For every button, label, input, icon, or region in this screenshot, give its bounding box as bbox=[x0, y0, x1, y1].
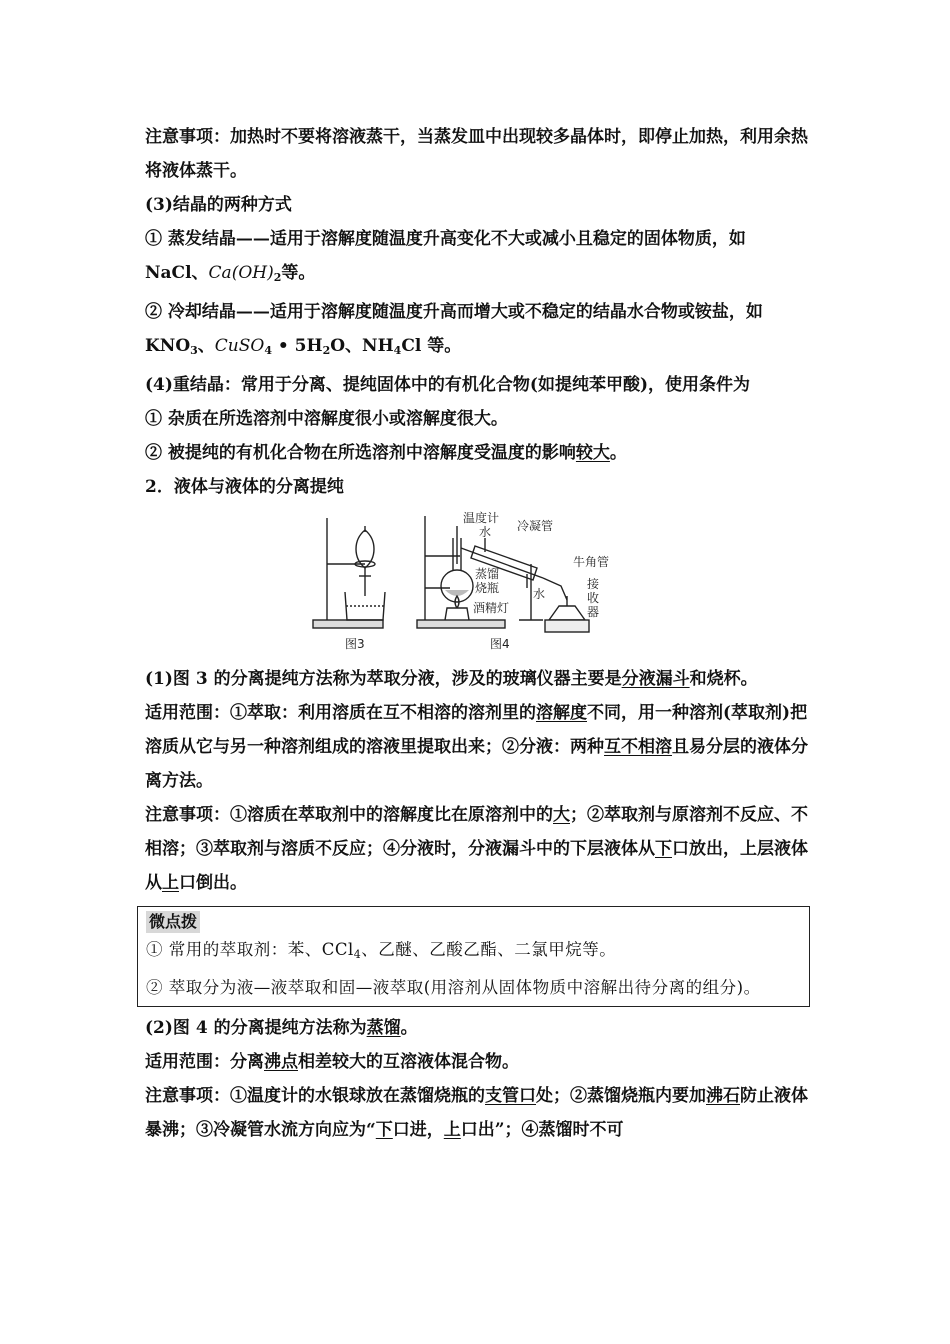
condenser-label: 冷凝管 bbox=[517, 519, 554, 533]
heading-recrystallization: (4)重结晶：常用于分离、提纯固体中的有机化合物(如提纯苯甲酸)，使用条件为 bbox=[145, 375, 751, 395]
receiver-label-1: 接 bbox=[587, 577, 600, 591]
tip-box bbox=[137, 906, 810, 1007]
distillation-scope: 适用范围：分离沸点相差较大的互溶液体混合物。 bbox=[145, 1052, 519, 1072]
thermometer-label: 温度计 bbox=[463, 511, 500, 525]
document-page bbox=[145, 120, 810, 1147]
apparatus-figure bbox=[145, 508, 810, 658]
recrystallization-condition-1: ① 杂质在所选溶剂中溶解度很小或溶解度很大。 bbox=[145, 409, 508, 429]
adapter-label: 牛角管 bbox=[573, 555, 610, 569]
water-out-label: 水 bbox=[533, 587, 546, 601]
receiver-label-3: 器 bbox=[587, 605, 600, 619]
cooling-crystallization: ② 冷却结晶——适用于溶解度随温度升高而增大或不稳定的结晶水合物或铵盐，如 $KNO_3$、CuSO$_4$ • $5H_2O$、$NH_4Cl$ 等。 bbox=[145, 302, 763, 357]
stand-base-3 bbox=[313, 620, 383, 628]
water-in-label: 水 bbox=[479, 525, 492, 539]
adapter bbox=[543, 578, 567, 600]
alcohol-lamp bbox=[445, 608, 469, 620]
fig3-label: 图3 bbox=[345, 637, 365, 651]
evaporation-note: 注意事项：加热时不要将溶液蒸干，当蒸发皿中出现较多晶体时，即停止加热，利用余热将液体蒸干。 bbox=[145, 127, 808, 181]
receiver-flask bbox=[549, 606, 585, 620]
stand-base-4 bbox=[417, 620, 505, 628]
receiver-label-2: 收 bbox=[587, 591, 600, 605]
heading-crystallization: (3)结晶的两种方式 bbox=[145, 195, 292, 215]
evaporative-crystallization: ① 蒸发结晶——适用于溶解度随温度升高变化不大或减小且稳定的固体物质，如 NaCl、$Ca(OH)_2$等。 bbox=[145, 229, 746, 284]
receiver-stand bbox=[545, 620, 589, 632]
recrystallization-condition-2: ② 被提纯的有机化合物在所选溶剂中溶解度受温度的影响较大。 bbox=[145, 443, 627, 463]
tip-box-title: 微点拨 bbox=[146, 911, 200, 933]
section-heading-liquid: 2．液体与液体的分离提纯 bbox=[145, 477, 344, 497]
apparatus-diagram bbox=[305, 508, 665, 654]
distillation-method: (2)图 4 的分离提纯方法称为蒸馏。 bbox=[145, 1018, 418, 1038]
lamp-label: 酒精灯 bbox=[473, 601, 510, 615]
tip-line-2: ② 萃取分为液—液萃取和固—液萃取(用溶剂从固体物质中溶解出待分离的组分)。 bbox=[146, 978, 761, 997]
tip-line-1: ① 常用的萃取剂：苯、CCl$_4$、乙醚、乙酸乙酯、二氯甲烷等。 bbox=[146, 940, 617, 961]
extraction-method: (1)图 3 的分离提纯方法称为萃取分液，涉及的玻璃仪器主要是分液漏斗和烧杯。 bbox=[145, 669, 758, 689]
distillation-notes: 注意事项：①温度计的水银球放在蒸馏烧瓶的支管口处；②蒸馏烧瓶内要加沸石防止液体暴沸；③冷凝管水流方向应为“下口进，上口出”；④蒸馏时不可 bbox=[145, 1086, 808, 1140]
flask-label-2: 烧瓶 bbox=[475, 581, 500, 595]
extraction-scope: 适用范围：①萃取：利用溶质在互不相溶的溶剂里的溶解度不同，用一种溶剂(萃取剂)把溶质从它与另一种溶剂组成的溶液里提取出来；②分液：两种互不相溶且易分层的液体分离方法。 bbox=[145, 703, 808, 791]
extraction-notes: 注意事项：①溶质在萃取剂中的溶解度比在原溶剂中的大；②萃取剂与原溶剂不反应、不相溶；③萃取剂与溶质不反应；④分液时，分液漏斗中的下层液体从下口放出，上层液体从上口倒出。 bbox=[145, 805, 808, 893]
fig4-label: 图4 bbox=[490, 637, 510, 651]
flask-label-1: 蒸馏 bbox=[475, 567, 500, 581]
